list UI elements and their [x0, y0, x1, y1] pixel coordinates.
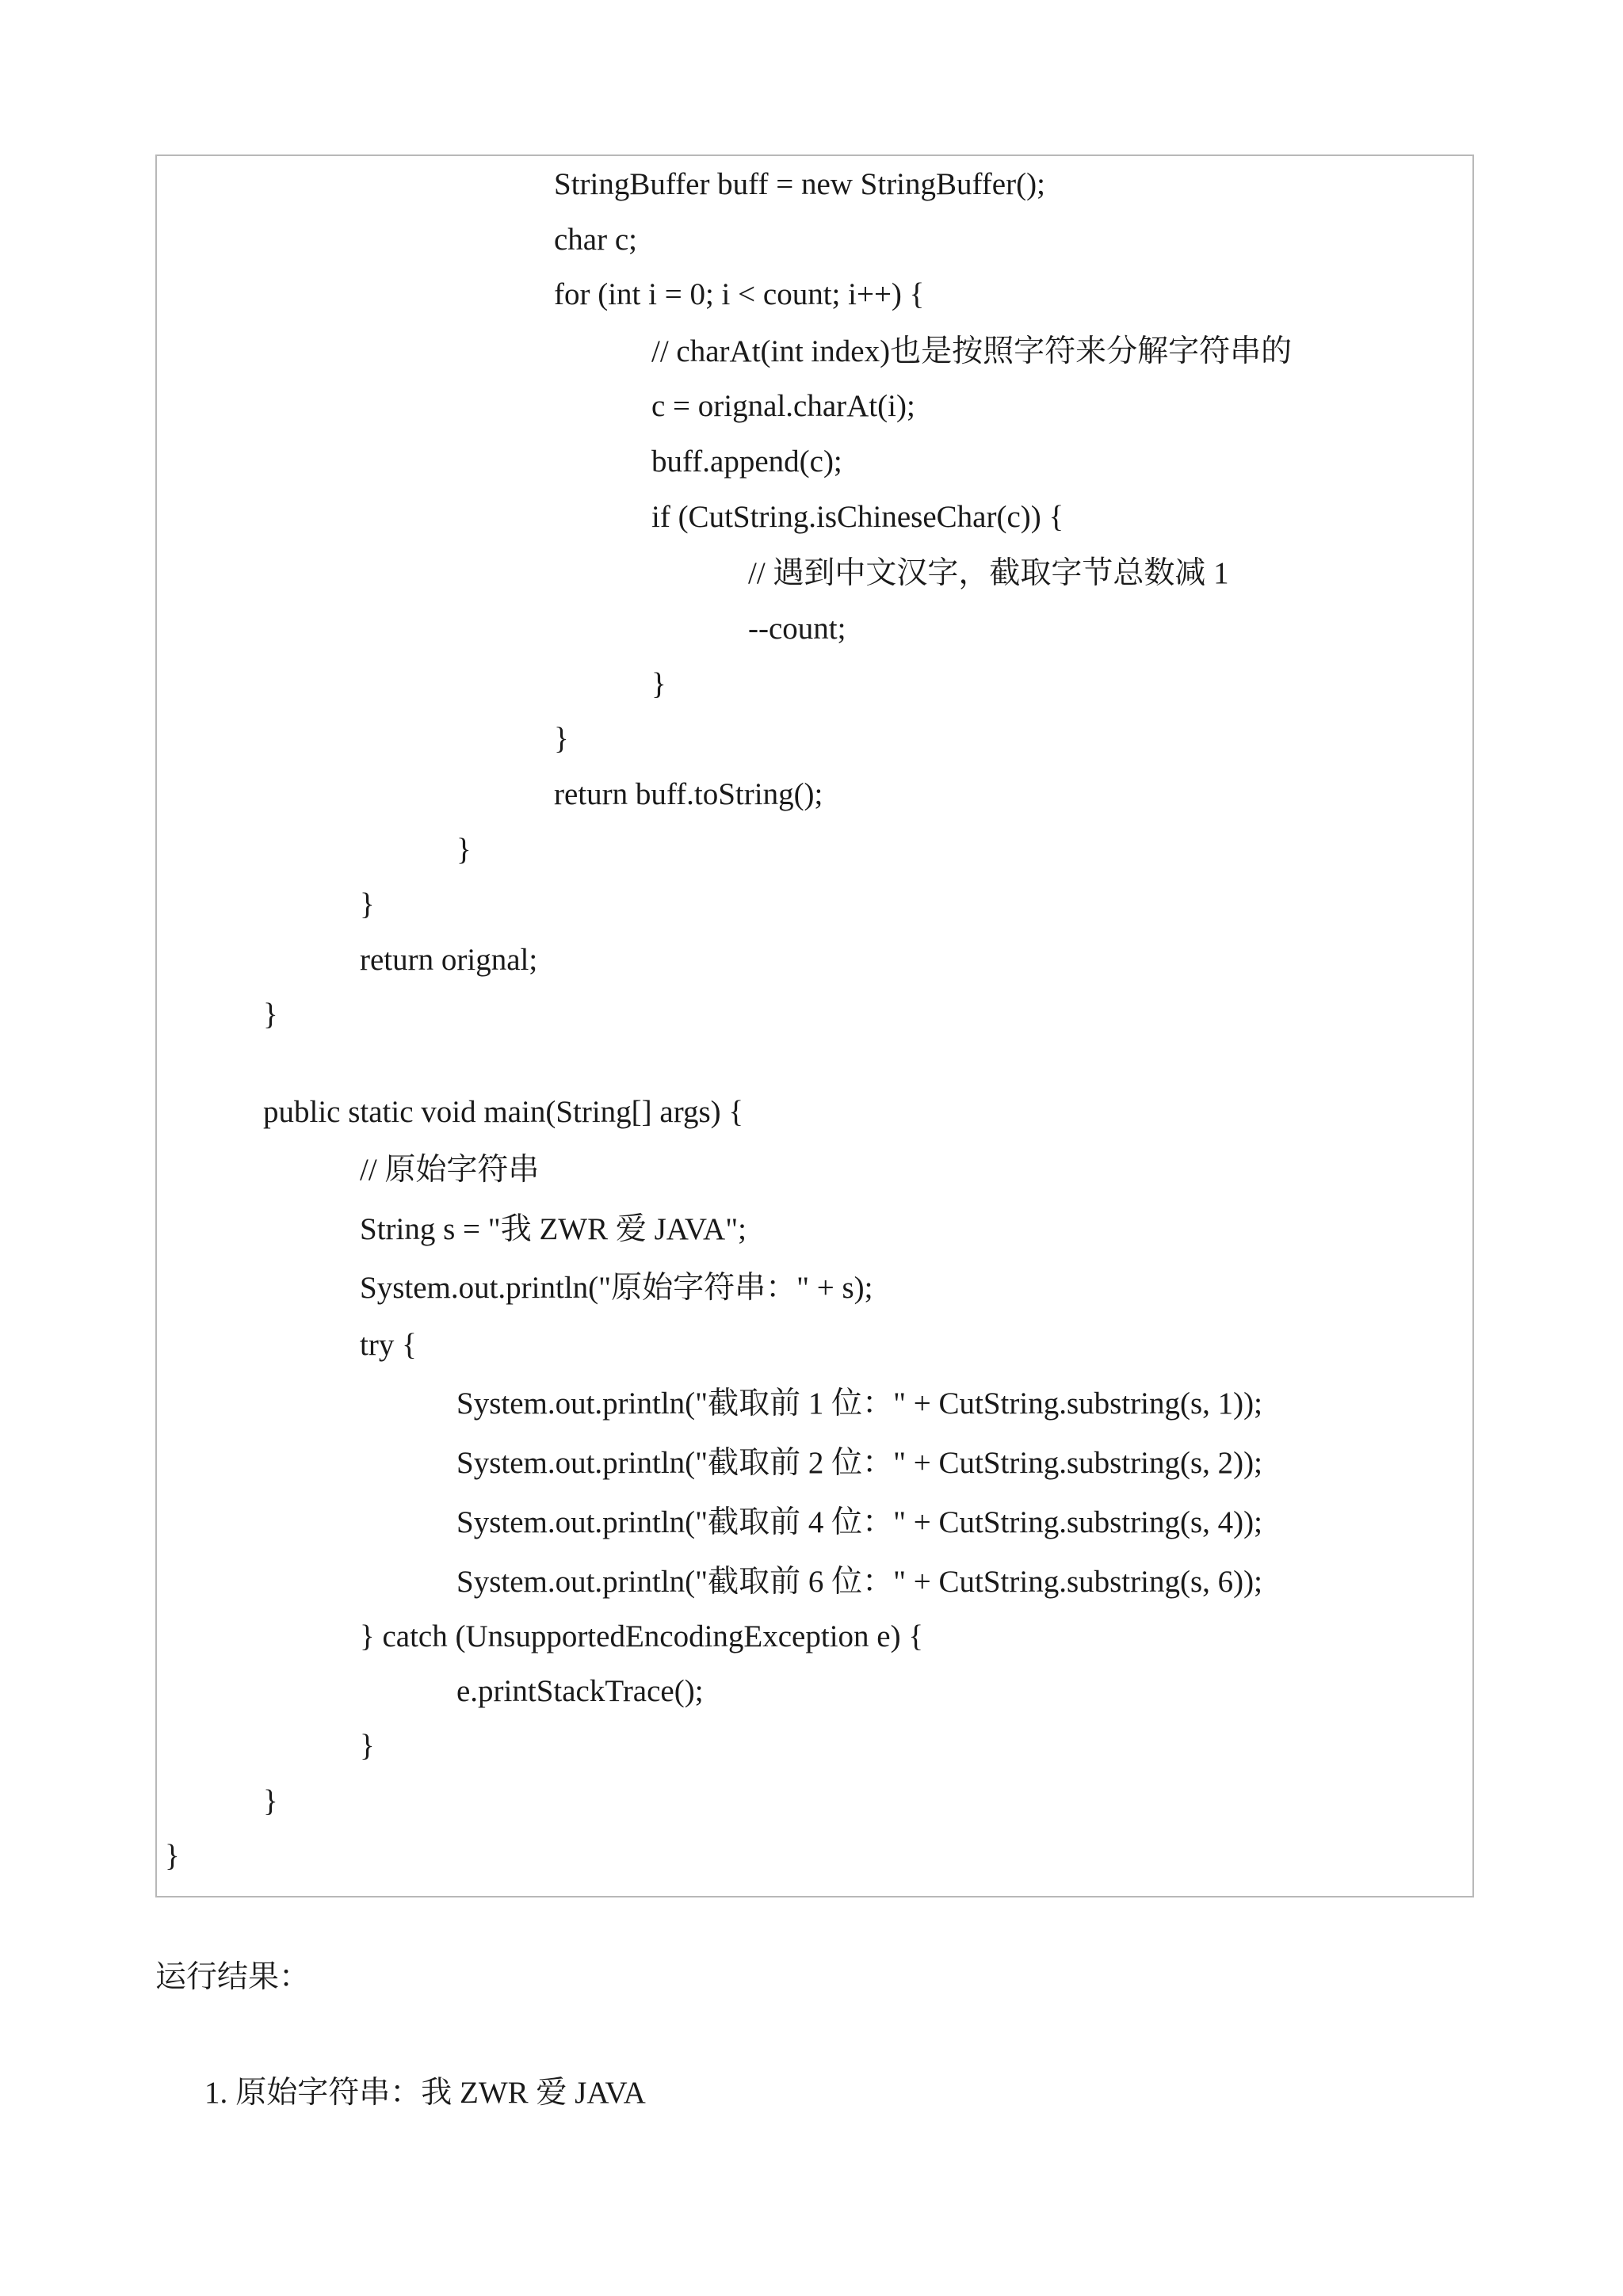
result-heading: 运行结果：: [155, 1960, 311, 1994]
code-line: try {: [360, 1328, 417, 1362]
code-line: System.out.println("截取前 6 位：" + CutString.substring(s, 6));: [456, 1565, 1262, 1599]
code-line: return orignal;: [360, 943, 538, 977]
code-line: c = orignal.charAt(i);: [651, 389, 915, 423]
code-line: return buff.toString();: [554, 777, 823, 811]
code-line: }: [263, 1784, 278, 1818]
code-line: System.out.println("截取前 2 位：" + CutString.substring(s, 2));: [456, 1446, 1262, 1480]
code-line: System.out.println("原始字符串：" + s);: [360, 1271, 873, 1305]
code-line: }: [263, 997, 278, 1032]
list-item-number: 1.: [204, 2076, 228, 2110]
code-comment: // charAt(int index)也是按照字符来分解字符串的: [651, 334, 1293, 368]
code-comment: // 遇到中文汉字，截取字节总数减 1: [748, 556, 1229, 590]
code-line: StringBuffer buff = new StringBuffer();: [554, 167, 1045, 201]
code-line: }: [554, 722, 569, 756]
code-line: }: [360, 887, 375, 921]
code-comment: // 原始字符串: [360, 1153, 540, 1187]
code-line: System.out.println("截取前 1 位：" + CutString.substring(s, 1));: [456, 1386, 1262, 1421]
code-line: if (CutString.isChineseChar(c)) {: [651, 500, 1064, 534]
code-line: System.out.println("截取前 4 位：" + CutString.substring(s, 4));: [456, 1505, 1262, 1539]
list-item: [204, 2069, 646, 2117]
code-line: }: [165, 1839, 180, 1873]
code-line: char c;: [554, 223, 638, 257]
code-line: --count;: [748, 612, 846, 646]
code-line: String s = "我 ZWR 爱 JAVA";: [360, 1212, 747, 1246]
code-line: buff.append(c);: [651, 444, 842, 479]
code-block: [155, 154, 1474, 1897]
code-line: public static void main(String[] args) {: [263, 1095, 744, 1129]
code-line: for (int i = 0; i < count; i++) {: [554, 277, 925, 311]
list-item-text: 原始字符串：我 ZWR 爱 JAVA: [235, 2076, 646, 2110]
code-line: } catch (UnsupportedEncodingException e) {: [360, 1619, 924, 1653]
code-line: }: [651, 667, 666, 701]
code-line: }: [360, 1729, 375, 1763]
code-line: e.printStackTrace();: [456, 1674, 704, 1708]
code-line: }: [456, 833, 472, 867]
